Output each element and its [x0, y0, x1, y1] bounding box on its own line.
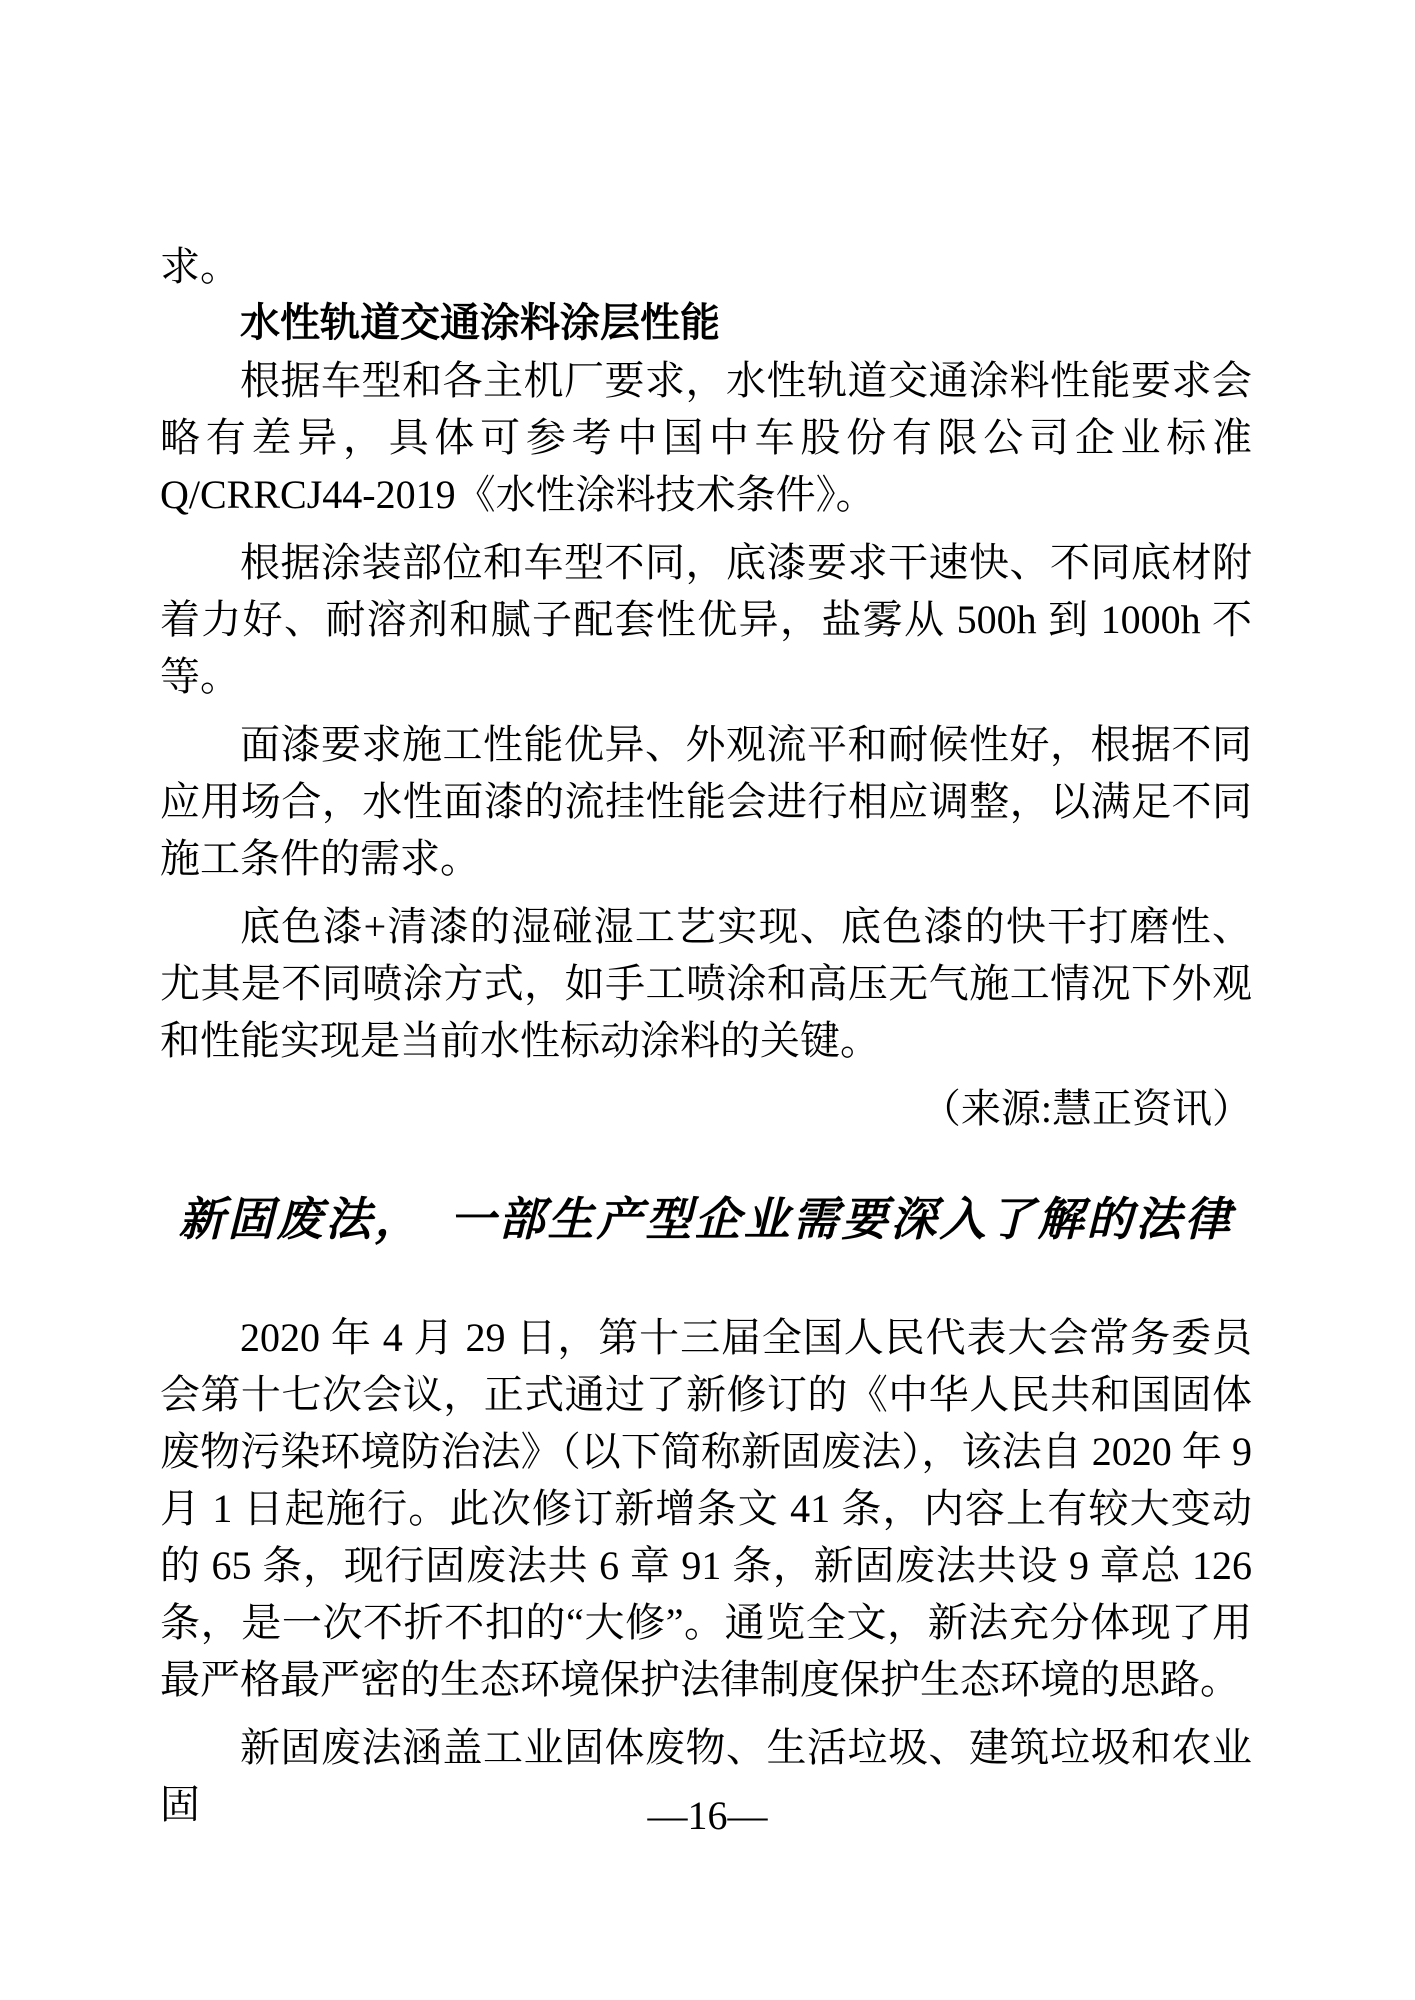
article2-paragraph-1: 2020 年 4 月 29 日，第十三届全国人民代表大会常务委员会第十七次会议，正式通过了新修订的《中华人民共和国固体废物污染环境防治法》（以下简称新固废法），该法自 2020 年 9 月 1 日起施行。此次修订新增条文 41 条，内容上有较大变动的 65 条，现行固废法共 6 章 91 条，新固废法共设 9 章总 126 条，是一次不折不扣的“大修”。通览全文，新法充分体现了用最严格最严密的生态环境保护法律制度保护生态环境的思路。 [160, 1315, 1252, 1702]
page-body [160, 238, 1252, 1844]
article1-paragraph-3: 面漆要求施工性能优异、外观流平和耐候性好，根据不同应用场合，水性面漆的流挂性能会进行相应调整，以满足不同施工条件的需求。 [160, 722, 1252, 881]
article1-heading: 水性轨道交通涂料涂层性能 [240, 301, 720, 345]
article2-title: 新固废法， 一部生产型企业需要深入了解的法律 [178, 1194, 1234, 1245]
article1-paragraph-2: 根据涂装部位和车型不同，底漆要求干速快、不同底材附着力好、耐溶剂和腻子配套性优异，盐雾从 500h 到 1000h 不等。 [160, 540, 1252, 699]
page-number: —16— [647, 1793, 768, 1838]
page-footer [0, 1787, 1415, 1844]
continuation-text: 求。 [160, 244, 240, 289]
article2-paragraph-2: 新固废法涵盖工业固体废物、生活垃圾、建筑垃圾和农业固 [160, 1725, 1252, 1827]
article1-source-attribution: （来源:慧正资讯） [920, 1086, 1252, 1131]
article1-paragraph-4: 底色漆+清漆的湿碰湿工艺实现、底色漆的快干打磨性、尤其是不同喷涂方式，如手工喷涂和高压无气施工情况下外观和性能实现是当前水性标动涂料的关键。 [160, 904, 1252, 1063]
article1-paragraph-1: 根据车型和各主机厂要求，水性轨道交通涂料性能要求会略有差异，具体可参考中国中车股份有限公司企业标准 Q/CRRCJ44-2019《水性涂料技术条件》。 [160, 358, 1252, 517]
